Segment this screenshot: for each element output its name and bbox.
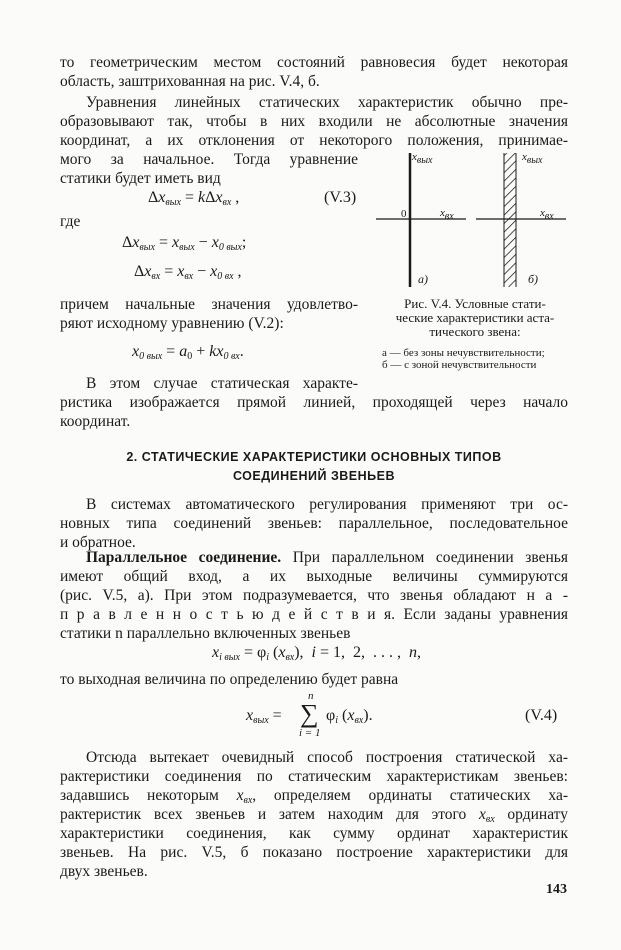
paragraph-2-narrow: [60, 150, 358, 188]
text-line: координат.: [60, 413, 131, 430]
text-line: В этом случае статическая характе-: [86, 375, 358, 392]
text-line: двух звеньев.: [60, 863, 148, 880]
text-line: звеньев. На рис. V.5, б показано построение характеристики для: [60, 844, 568, 861]
paragraph-6: [60, 548, 568, 643]
text-line: рактеристик всех звеньев и затем находим для этого $x_{вх}$ ординату: [60, 806, 568, 825]
run-in-heading: Параллельное соединение.: [86, 549, 282, 566]
text-line: рактеристики соединения по статическим характеристикам звеньев:: [60, 768, 568, 785]
text-line: п р а в л е н н о с т ь ю д е й с т в и я. Если заданы уравнения: [60, 606, 568, 623]
paragraph-2: [60, 93, 568, 150]
paragraph-3: [60, 295, 358, 333]
legend-line: б — с зоной нечувствительности: [382, 359, 537, 371]
text-line: то геометрическим местом состояний равновесия будет некоторая: [60, 54, 568, 71]
text-line: ристика изображается прямой линией, проходящей через начало: [60, 394, 568, 411]
text-line: В системах автоматического регулирования применяют три ос-: [86, 496, 568, 513]
fig-label-y-a: $x_{вых}$: [412, 151, 433, 166]
text-line: Уравнения линейных статических характеристик обычно пре-: [86, 94, 568, 111]
text-line: задавшись некоторым $x_{вх}$, определяем ординаты статических ха-: [60, 787, 568, 806]
equation-links: $x_{i вых} = \varphi_i$ $(x_{вх})$, i = 1, 2, . . . , n,: [212, 644, 422, 663]
page-number: 143: [546, 882, 567, 897]
heading-line: 2. СТАТИЧЕСКИЕ ХАРАКТЕРИСТИКИ ОСНОВНЫХ ТИПОВ: [126, 450, 502, 464]
text-line: новных типа соединений звеньев: параллельное, последовательное: [60, 515, 568, 532]
paragraph-5: [60, 495, 568, 552]
text-line: ряют исходному уравнению (V.2):: [60, 315, 284, 332]
text-line: координат, а их отклонения от некоторого положения, принимае-: [60, 132, 568, 149]
figure-caption: [380, 297, 570, 339]
paragraph-1: [60, 53, 568, 91]
fig-label-origin: 0: [401, 208, 407, 220]
text-line: причем начальные значения удовлетво-: [60, 296, 358, 313]
equation-v3: [148, 188, 239, 207]
caption-line: тического звена:: [429, 324, 521, 339]
equation-dx-in: $\Delta x_{вх} = x_{вх} - x_{0 вх}$ ,: [134, 263, 242, 282]
paragraph-8: [60, 748, 568, 881]
text-line: Параллельное соединение. При параллельном соединении звенья: [86, 549, 568, 566]
equation-v4: $x_{вых}$ =: [246, 707, 282, 726]
fig-label-y-b: $x_{вых}$: [522, 151, 543, 166]
section-heading: [60, 448, 568, 486]
sum-upper: n: [308, 690, 314, 702]
fig-label-x-b: $x_{вх}$: [540, 207, 554, 222]
paragraph-4: [60, 393, 568, 431]
equation-text: $\Delta x_{вых} = k\Delta x_{вх}$ ,: [148, 189, 240, 208]
text-line: область, заштрихованная на рис. V.4, б.: [60, 73, 320, 90]
insensitivity-zone: [504, 153, 516, 287]
text-line: статики n параллельно включенных звеньев: [60, 625, 351, 642]
figure-legend: [382, 347, 570, 371]
text-line: статики будет иметь вид: [60, 170, 221, 187]
equation-v4-rhs: $\varphi_i$ $(x_{вх})$.: [326, 707, 373, 726]
text-line: характеристики соединения, как сумму ординат характеристик: [60, 825, 568, 842]
equation-number: (V.3): [324, 189, 357, 206]
sum-lower: i = 1: [299, 727, 321, 739]
figure-v4: [370, 145, 570, 295]
text-line: мого за начальное. Тогда уравнение: [60, 151, 358, 168]
paragraph-4-first: [60, 374, 358, 393]
equation-number: (V.4): [525, 707, 558, 724]
spaced-text: п р а в л е н н о с т ь ю д е й с т в и я.: [60, 606, 396, 623]
fig-label-x-a: $x_{вх}$: [440, 207, 454, 222]
sum-sign: ∑: [300, 699, 319, 728]
text-line: образовывают так, чтобы в них входили не абсолютные значения: [60, 113, 568, 130]
paragraph-7: то выходная величина по определению будет равна: [60, 671, 399, 688]
heading-line: СОЕДИНЕНИЙ ЗВЕНЬЕВ: [232, 469, 396, 483]
caption-line: ческие характеристики аста-: [395, 310, 555, 325]
fig-label-a: а): [418, 272, 428, 286]
fig-label-b: б): [528, 272, 539, 286]
legend-line: а — без зоны нечувствительности;: [382, 347, 545, 359]
text-line: Отсюда вытекает очевидный способ построения статической ха-: [86, 749, 568, 766]
caption-line: Рис. V.4. Условные стати-: [404, 296, 546, 311]
equation-dx-out: $\Delta x_{вых} = x_{вых} - x_{0 вых}$;: [122, 234, 247, 253]
text-line: и обратное.: [60, 534, 136, 551]
equation-initial: $x_{0 вых} = a_0 + kx_{0 вх}$.: [132, 343, 244, 362]
text-line: имеют общий вход, а их выходные величины суммируются: [60, 568, 568, 585]
where-word: где: [60, 213, 81, 230]
text-line: (рис. V.5, а). При этом подразумевается, что звенья обладают н а -: [60, 587, 568, 604]
